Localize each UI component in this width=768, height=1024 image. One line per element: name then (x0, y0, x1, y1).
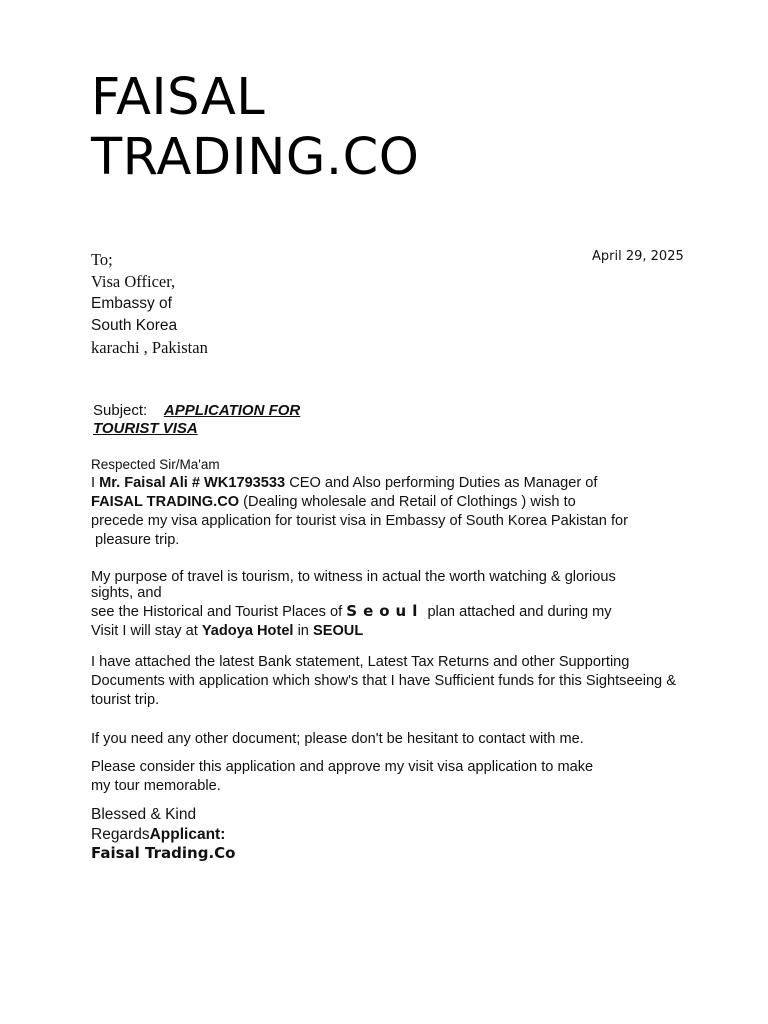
subject-line2: TOURIST VISA (93, 420, 198, 437)
paragraph-documents (91, 653, 676, 710)
company-name-line1: FAISAL (91, 68, 266, 127)
paragraph-purpose (91, 570, 616, 640)
intro-role: CEO and Also performing Duties as Manager of (289, 475, 598, 491)
intro-pronoun: I (91, 475, 96, 491)
purpose-city: Seoul (346, 602, 424, 620)
purpose-line1: My purpose of travel is tourism, to witness in actual the worth watching & glorious (91, 569, 616, 585)
purpose-line3-post: plan attached and during my (427, 604, 612, 620)
request-line2: my tour memorable. (91, 778, 221, 794)
intro-company: FAISAL TRADING.CO (91, 494, 240, 510)
recipient-address (91, 249, 208, 359)
salutation: Respected Sir/Ma'am (91, 457, 220, 472)
recipient-line1: Visa Officer, (91, 272, 176, 291)
hotel-name: Yadoya Hotel (201, 623, 294, 639)
closing-block (91, 805, 235, 864)
documents-line3: tourist trip. (91, 692, 160, 708)
subject-block (93, 402, 300, 438)
documents-line1: I have attached the latest Bank statement, Latest Tax Returns and other Supporting (91, 654, 630, 670)
stay-city: SEOUL (312, 623, 364, 639)
company-letterhead (91, 68, 419, 188)
subject-line1: APPLICATION FOR (163, 402, 301, 419)
paragraph-request (91, 758, 593, 796)
applicant-name-id: Mr. Faisal Ali # WK1793533 (99, 475, 286, 491)
intro-line4: pleasure trip. (95, 532, 180, 548)
purpose-line2: sights, and (91, 584, 162, 601)
subject-label: Subject: (93, 402, 148, 419)
documents-line2: Documents with application which show's that I have Sufficient funds for this Sightseeing & (91, 673, 676, 689)
letter-date: April 29, 2025 (592, 249, 684, 264)
closing-company: Faisal Trading.Co (91, 844, 236, 862)
stay-pre: Visit I will stay at (91, 623, 198, 639)
intro-business: (Dealing wholesale and Retail of Clothings ) wish to (243, 494, 576, 510)
recipient-to: To; (91, 250, 113, 269)
paragraph-intro (91, 474, 628, 550)
closing-regards: Regards (91, 825, 150, 843)
company-name-line2: TRADING.CO (91, 128, 420, 187)
recipient-line3: South Korea (91, 317, 178, 334)
closing-applicant-label: Applicant: (149, 825, 226, 843)
closing-line1: Blessed & Kind (91, 806, 197, 823)
purpose-line3-pre: see the Historical and Tourist Places of (91, 604, 343, 620)
stay-mid: in (297, 623, 309, 639)
paragraph-contact: If you need any other document; please don't be hesitant to contact with me. (91, 731, 584, 747)
intro-line3: precede my visa application for tourist visa in Embassy of South Korea Pakistan for (91, 513, 628, 529)
recipient-line2: Embassy of (91, 295, 172, 312)
request-line1: Please consider this application and approve my visit visa application to make (91, 759, 594, 775)
recipient-line4: karachi , Pakistan (91, 338, 208, 357)
